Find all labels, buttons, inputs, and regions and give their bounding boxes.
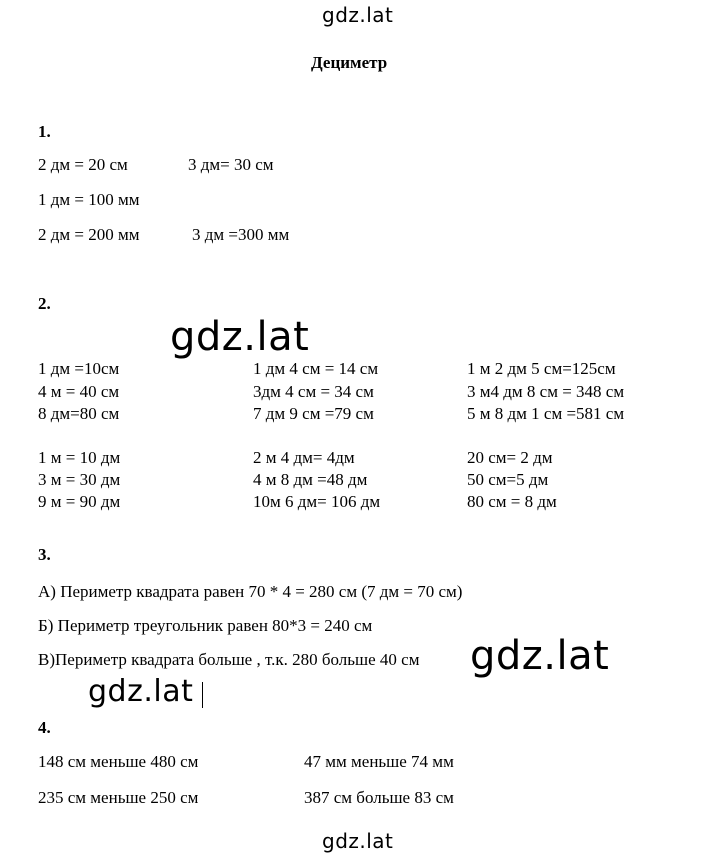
task-4-row-2a: 235 см меньше 250 см [38, 788, 199, 807]
page-title: Дециметр [311, 53, 388, 72]
task-2-g2-c1-r2: 3 м = 30 дм [38, 470, 121, 489]
task-1-number: 1. [38, 122, 51, 141]
task-4-number: 4. [38, 718, 51, 737]
task-2-g1-c2-r1: 1 дм 4 см = 14 см [253, 359, 379, 378]
task-2-g2-c1-r1: 1 м = 10 дм [38, 448, 121, 467]
task-4-row-2b: 387 см больше 83 см [304, 788, 454, 807]
task-2-g1-c3-r3: 5 м 8 дм 1 см =581 см [467, 404, 625, 423]
task-3-answer-a: А) Периметр квадрата равен 70 * 4 = 280 см (7 дм = 70 см) [38, 582, 463, 601]
task-1-line-2: 1 дм = 100 мм [38, 190, 140, 209]
task-1-line-3b: 3 дм =300 мм [192, 225, 290, 244]
task-2-g1-c1-r1: 1 дм =10см [38, 359, 120, 378]
task-2-g2-c2-r2: 4 м 8 дм =48 дм [253, 470, 368, 489]
task-1-line-1b: 3 дм= 30 см [188, 155, 274, 174]
task-2-g2-c2-r1: 2 м 4 дм= 4дм [253, 448, 355, 467]
task-2-g1-c1-r2: 4 м = 40 см [38, 382, 120, 401]
task-2-g1-c3-r1: 1 м 2 дм 5 см=125см [467, 359, 616, 378]
task-1-line-1a: 2 дм = 20 см [38, 155, 128, 174]
task-1-line-3a: 2 дм = 200 мм [38, 225, 140, 244]
task-2-g2-c3-r3: 80 см = 8 дм [467, 492, 557, 511]
watermark-large-2: gdz.lat [470, 633, 610, 679]
task-2-g1-c1-r3: 8 дм=80 см [38, 404, 120, 423]
task-3-number: 3. [38, 545, 51, 564]
task-2-number: 2. [38, 294, 51, 313]
watermark-cursor-line [202, 682, 203, 708]
watermark-medium: gdz.lat [88, 674, 194, 709]
task-2-g1-c2-r3: 7 дм 9 см =79 см [253, 404, 374, 423]
task-2-g1-c2-r2: 3дм 4 см = 34 см [253, 382, 374, 401]
task-2-g2-c3-r2: 50 см=5 дм [467, 470, 549, 489]
task-2-g1-c3-r2: 3 м4 дм 8 см = 348 см [467, 382, 625, 401]
task-2-g2-c1-r3: 9 м = 90 дм [38, 492, 121, 511]
task-4-row-1b: 47 мм меньше 74 мм [304, 752, 454, 771]
task-3-answer-b: Б) Периметр треугольник равен 80*3 = 240 см [38, 616, 373, 635]
task-2-g2-c3-r1: 20 см= 2 дм [467, 448, 553, 467]
watermark-large-1: gdz.lat [170, 314, 310, 360]
task-3-answer-c: В)Периметр квадрата больше , т.к. 280 больше 40 см [38, 650, 420, 669]
watermark-bottom: gdz.lat [322, 829, 394, 853]
task-2-g2-c2-r3: 10м 6 дм= 106 дм [253, 492, 381, 511]
task-4-row-1a: 148 см меньше 480 см [38, 752, 199, 771]
watermark-top: gdz.lat [322, 3, 394, 27]
